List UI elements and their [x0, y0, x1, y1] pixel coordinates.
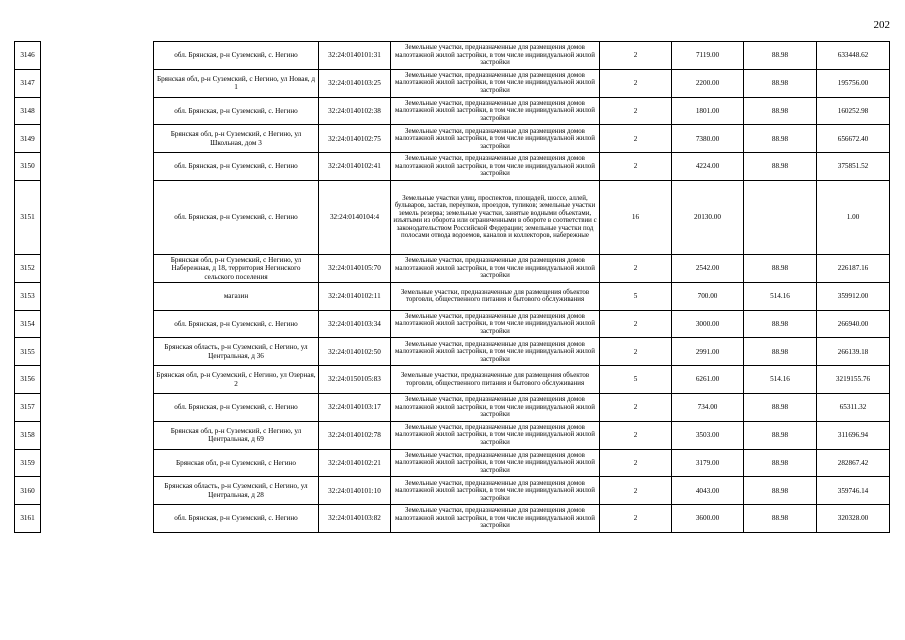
- rate-cell: 88.98: [744, 421, 817, 449]
- cadastral-number-cell: 32:24:0140105:70: [319, 254, 391, 282]
- address-cell: Брянская обл, р-н Суземский, с Негино, ул Центральная, д 69: [154, 421, 319, 449]
- gap-cell: [41, 421, 154, 449]
- cadastral-value-cell: 282867.42: [817, 449, 890, 477]
- gap-cell: [41, 310, 154, 338]
- area-cell: 3000.00: [672, 310, 744, 338]
- table-row: [15, 69, 890, 97]
- row-number-cell: 3157: [15, 393, 41, 421]
- address-cell: обл. Брянская, р-н Суземский, с. Негино: [154, 97, 319, 125]
- group-cell: 2: [600, 477, 672, 505]
- gap-cell: [41, 254, 154, 282]
- group-cell: 2: [600, 393, 672, 421]
- cadastral-number-cell: 32:24:0140102:38: [319, 97, 391, 125]
- land-use-cell: Земельные участки улиц, проспектов, площадей, шоссе, аллей, бульваров, застав, переулков, проездов, тупиков; земельные участки земель резерва; земельные участки, занятые водными объектами, изъятыми из оборота или ограниченными в обороте в соответствии с законодательством Российской Федерации; земельные участки под полосами отвода водоемов, каналов и коллекторов, набережные: [391, 180, 600, 254]
- address-cell: обл. Брянская, р-н Суземский, с. Негино: [154, 42, 319, 70]
- cadastral-number-cell: 32:24:0140102:50: [319, 338, 391, 366]
- table-row: [15, 505, 890, 533]
- gap-cell: [41, 69, 154, 97]
- cadastral-number-cell: 32:24:0140104:4: [319, 180, 391, 254]
- rate-cell: 88.98: [744, 393, 817, 421]
- land-use-cell: Земельные участки, предназначенные для размещения домов малоэтажной жилой застройки, в том числе индивидуальной жилой застройки: [391, 477, 600, 505]
- cadastral-value-cell: 1.00: [817, 180, 890, 254]
- area-cell: 2991.00: [672, 338, 744, 366]
- cadastral-number-cell: 32:24:0140101:31: [319, 42, 391, 70]
- cadastral-number-cell: 32:24:0140102:75: [319, 125, 391, 153]
- cadastral-table: [14, 41, 890, 533]
- land-use-cell: Земельные участки, предназначенные для размещения объектов торговли, общественного питания и бытового обслуживания: [391, 366, 600, 394]
- group-cell: 2: [600, 338, 672, 366]
- cadastral-value-cell: 375851.52: [817, 153, 890, 181]
- land-use-cell: Земельные участки, предназначенные для размещения объектов торговли, общественного питания и бытового обслуживания: [391, 282, 600, 310]
- cadastral-value-cell: 656672.40: [817, 125, 890, 153]
- row-number-cell: 3149: [15, 125, 41, 153]
- row-number-cell: 3158: [15, 421, 41, 449]
- row-number-cell: 3152: [15, 254, 41, 282]
- land-use-cell: Земельные участки, предназначенные для размещения домов малоэтажной жилой застройки, в том числе индивидуальной жилой застройки: [391, 449, 600, 477]
- cadastral-value-cell: 266139.18: [817, 338, 890, 366]
- group-cell: 2: [600, 254, 672, 282]
- area-cell: 2200.00: [672, 69, 744, 97]
- land-use-cell: Земельные участки, предназначенные для размещения домов малоэтажной жилой застройки, в том числе индивидуальной жилой застройки: [391, 125, 600, 153]
- table-row: [15, 254, 890, 282]
- cadastral-value-cell: 311696.94: [817, 421, 890, 449]
- land-use-cell: Земельные участки, предназначенные для размещения домов малоэтажной жилой застройки, в том числе индивидуальной жилой застройки: [391, 393, 600, 421]
- area-cell: 20130.00: [672, 180, 744, 254]
- group-cell: 2: [600, 42, 672, 70]
- area-cell: 7119.00: [672, 42, 744, 70]
- gap-cell: [41, 97, 154, 125]
- cadastral-value-cell: 65311.32: [817, 393, 890, 421]
- cadastral-value-cell: 3219155.76: [817, 366, 890, 394]
- gap-cell: [41, 125, 154, 153]
- land-use-cell: Земельные участки, предназначенные для размещения домов малоэтажной жилой застройки, в том числе индивидуальной жилой застройки: [391, 505, 600, 533]
- address-cell: Брянская обл, р-н Суземский, с Негино, ул Озерная, 2: [154, 366, 319, 394]
- table-row: [15, 282, 890, 310]
- cadastral-value-cell: 195756.00: [817, 69, 890, 97]
- area-cell: 3179.00: [672, 449, 744, 477]
- group-cell: 2: [600, 69, 672, 97]
- cadastral-number-cell: 32:24:0140101:10: [319, 477, 391, 505]
- table-row: [15, 153, 890, 181]
- area-cell: 700.00: [672, 282, 744, 310]
- row-number-cell: 3159: [15, 449, 41, 477]
- group-cell: 5: [600, 282, 672, 310]
- gap-cell: [41, 393, 154, 421]
- rate-cell: 88.98: [744, 42, 817, 70]
- gap-cell: [41, 366, 154, 394]
- land-use-cell: Земельные участки, предназначенные для размещения домов малоэтажной жилой застройки, в том числе индивидуальной жилой застройки: [391, 338, 600, 366]
- rate-cell: 88.98: [744, 449, 817, 477]
- area-cell: 2542.00: [672, 254, 744, 282]
- address-cell: обл. Брянская, р-н Суземский, с. Негино: [154, 310, 319, 338]
- cadastral-value-cell: 266940.00: [817, 310, 890, 338]
- address-cell: Брянская область, р-н Суземский, с Негино, ул Центральная, д 36: [154, 338, 319, 366]
- cadastral-number-cell: 32:24:0140103:82: [319, 505, 391, 533]
- row-number-cell: 3147: [15, 69, 41, 97]
- gap-cell: [41, 153, 154, 181]
- rate-cell: 88.98: [744, 254, 817, 282]
- cadastral-number-cell: 32:24:0140103:17: [319, 393, 391, 421]
- row-number-cell: 3151: [15, 180, 41, 254]
- page-number: 202: [873, 19, 890, 31]
- rate-cell: 88.98: [744, 310, 817, 338]
- address-cell: обл. Брянская, р-н Суземский, с. Негино: [154, 505, 319, 533]
- cadastral-number-cell: 32:24:0140103:25: [319, 69, 391, 97]
- cadastral-number-cell: 32:24:0140102:11: [319, 282, 391, 310]
- rate-cell: 88.98: [744, 69, 817, 97]
- group-cell: 2: [600, 97, 672, 125]
- cadastral-value-cell: 359746.14: [817, 477, 890, 505]
- cadastral-value-cell: 359912.00: [817, 282, 890, 310]
- row-number-cell: 3153: [15, 282, 41, 310]
- cadastral-value-cell: 633448.62: [817, 42, 890, 70]
- land-use-cell: Земельные участки, предназначенные для размещения домов малоэтажной жилой застройки, в том числе индивидуальной жилой застройки: [391, 421, 600, 449]
- cadastral-number-cell: 32:24:0140103:34: [319, 310, 391, 338]
- gap-cell: [41, 477, 154, 505]
- rate-cell: 88.98: [744, 338, 817, 366]
- table-row: [15, 42, 890, 70]
- land-use-cell: Земельные участки, предназначенные для размещения домов малоэтажной жилой застройки, в том числе индивидуальной жилой застройки: [391, 42, 600, 70]
- gap-cell: [41, 180, 154, 254]
- table-row: [15, 366, 890, 394]
- gap-cell: [41, 449, 154, 477]
- area-cell: 3600.00: [672, 505, 744, 533]
- group-cell: 2: [600, 153, 672, 181]
- gap-cell: [41, 338, 154, 366]
- cadastral-number-cell: 32:24:0140102:41: [319, 153, 391, 181]
- gap-cell: [41, 42, 154, 70]
- table-row: [15, 449, 890, 477]
- row-number-cell: 3148: [15, 97, 41, 125]
- address-cell: Брянская область, р-н Суземский, с Негино, ул Центральная, д 28: [154, 477, 319, 505]
- land-use-cell: Земельные участки, предназначенные для размещения домов малоэтажной жилой застройки, в том числе индивидуальной жилой застройки: [391, 310, 600, 338]
- rate-cell: 88.98: [744, 153, 817, 181]
- row-number-cell: 3146: [15, 42, 41, 70]
- table-row: [15, 97, 890, 125]
- rate-cell: 88.98: [744, 97, 817, 125]
- group-cell: 2: [600, 421, 672, 449]
- address-cell: магазин: [154, 282, 319, 310]
- address-cell: обл. Брянская, р-н Суземский, с. Негино: [154, 180, 319, 254]
- area-cell: 3503.00: [672, 421, 744, 449]
- rate-cell: 88.98: [744, 505, 817, 533]
- group-cell: 2: [600, 125, 672, 153]
- land-use-cell: Земельные участки, предназначенные для размещения домов малоэтажной жилой застройки, в том числе индивидуальной жилой застройки: [391, 69, 600, 97]
- area-cell: 4224.00: [672, 153, 744, 181]
- area-cell: 6261.00: [672, 366, 744, 394]
- table-row: [15, 393, 890, 421]
- cadastral-value-cell: 160252.98: [817, 97, 890, 125]
- group-cell: 2: [600, 505, 672, 533]
- cadastral-number-cell: 32:24:0140102:78: [319, 421, 391, 449]
- cadastral-value-cell: 226187.16: [817, 254, 890, 282]
- land-use-cell: Земельные участки, предназначенные для размещения домов малоэтажной жилой застройки, в том числе индивидуальной жилой застройки: [391, 254, 600, 282]
- group-cell: 16: [600, 180, 672, 254]
- row-number-cell: 3150: [15, 153, 41, 181]
- table-row: [15, 338, 890, 366]
- table-row: [15, 180, 890, 254]
- area-cell: 734.00: [672, 393, 744, 421]
- land-use-cell: Земельные участки, предназначенные для размещения домов малоэтажной жилой застройки, в том числе индивидуальной жилой застройки: [391, 97, 600, 125]
- area-cell: 4043.00: [672, 477, 744, 505]
- address-cell: обл. Брянская, р-н Суземский, с. Негино: [154, 393, 319, 421]
- table-body: [15, 42, 890, 533]
- row-number-cell: 3160: [15, 477, 41, 505]
- table-row: [15, 310, 890, 338]
- address-cell: обл. Брянская, р-н Суземский, с. Негино: [154, 153, 319, 181]
- rate-cell: 88.98: [744, 477, 817, 505]
- row-number-cell: 3156: [15, 366, 41, 394]
- address-cell: Брянская обл, р-н Суземский, с Негино, ул Набережная, д 18, территория Негинского сельского поселения: [154, 254, 319, 282]
- row-number-cell: 3155: [15, 338, 41, 366]
- row-number-cell: 3161: [15, 505, 41, 533]
- gap-cell: [41, 505, 154, 533]
- land-use-cell: Земельные участки, предназначенные для размещения домов малоэтажной жилой застройки, в том числе индивидуальной жилой застройки: [391, 153, 600, 181]
- rate-cell: 514.16: [744, 282, 817, 310]
- address-cell: Брянская обл, р-н Суземский, с Негино, ул Школьная, дом 3: [154, 125, 319, 153]
- table-row: [15, 477, 890, 505]
- table-row: [15, 421, 890, 449]
- rate-cell: 514.16: [744, 366, 817, 394]
- address-cell: Брянская обл, р-н Суземский, с Негино: [154, 449, 319, 477]
- cadastral-value-cell: 320328.00: [817, 505, 890, 533]
- area-cell: 1801.00: [672, 97, 744, 125]
- address-cell: Брянская обл, р-н Суземский, с Негино, ул Новая, д 1: [154, 69, 319, 97]
- rate-cell: [744, 180, 817, 254]
- group-cell: 2: [600, 449, 672, 477]
- table-row: [15, 125, 890, 153]
- group-cell: 2: [600, 310, 672, 338]
- cadastral-number-cell: 32:24:0140102:21: [319, 449, 391, 477]
- area-cell: 7380.00: [672, 125, 744, 153]
- rate-cell: 88.98: [744, 125, 817, 153]
- gap-cell: [41, 282, 154, 310]
- cadastral-number-cell: 32:24:0150105:83: [319, 366, 391, 394]
- group-cell: 5: [600, 366, 672, 394]
- row-number-cell: 3154: [15, 310, 41, 338]
